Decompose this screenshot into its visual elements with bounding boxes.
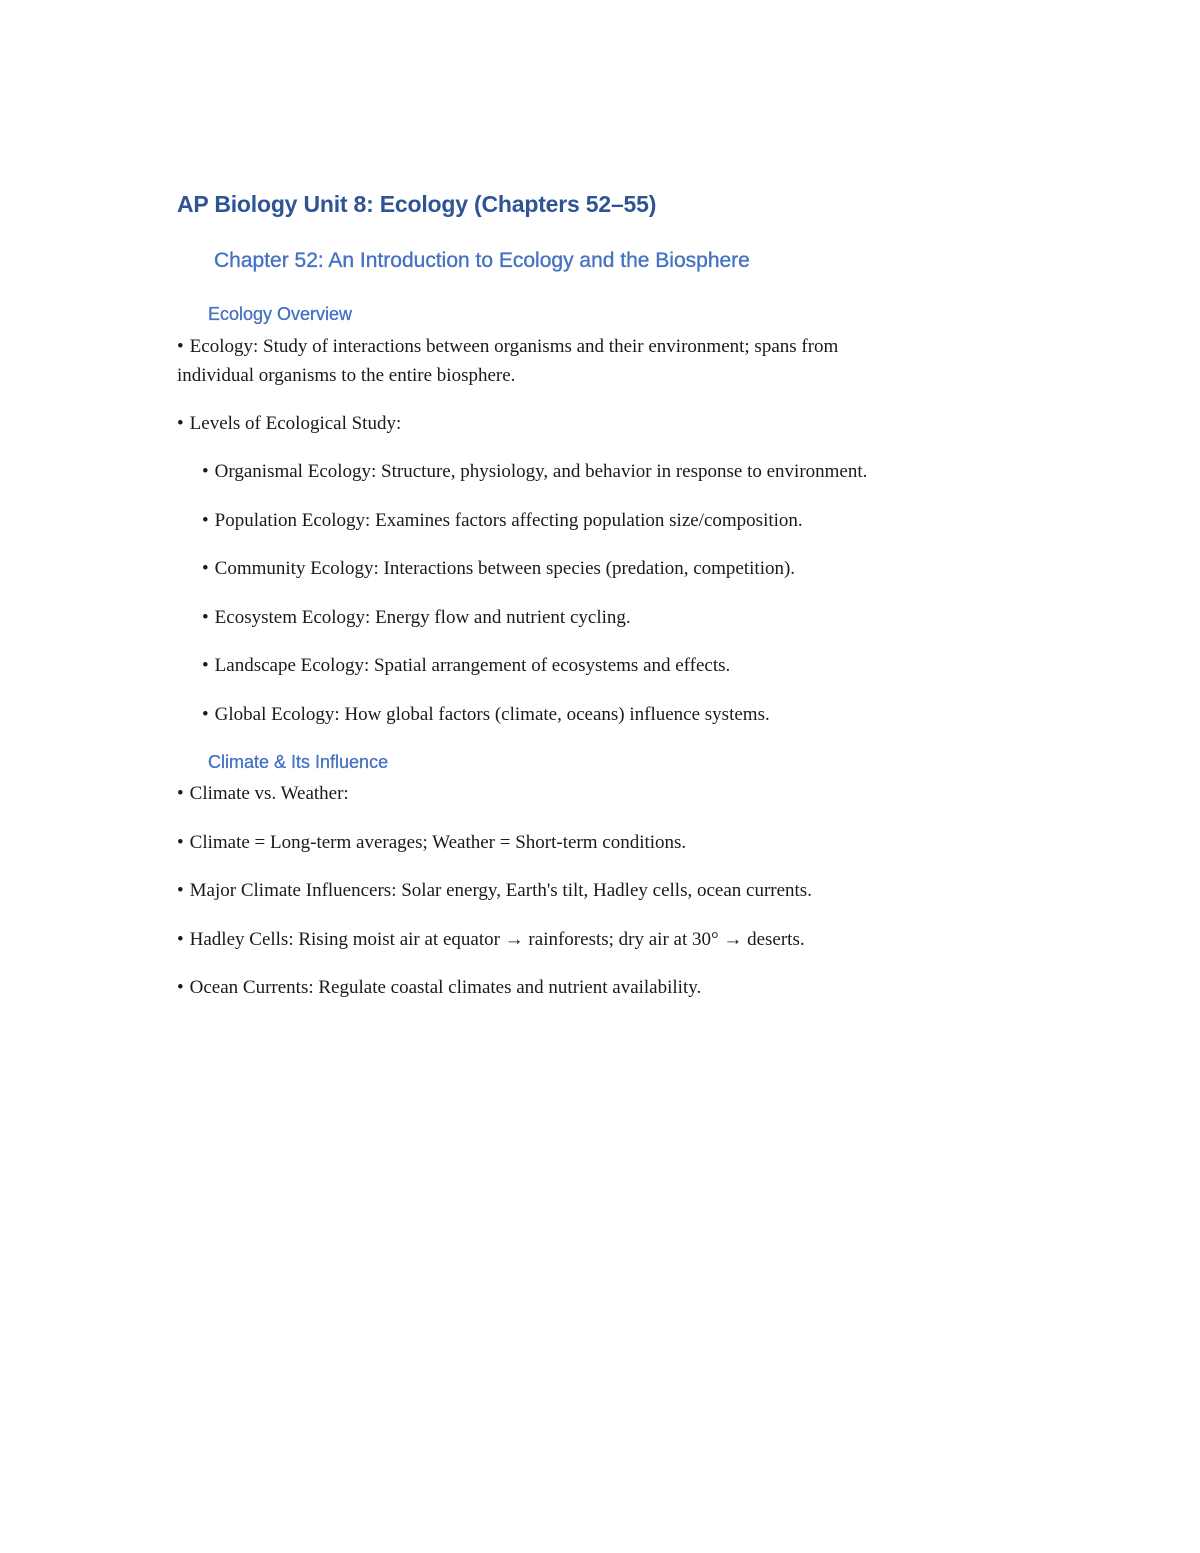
level-item-organismal: • Organismal Ecology: Structure, physiology, and behavior in response to environment. xyxy=(202,461,868,482)
bullet: • xyxy=(177,336,184,357)
chapter-heading: Chapter 52: An Introduction to Ecology and the Biosphere xyxy=(214,249,750,272)
bullet: • xyxy=(202,510,209,531)
bullet: • xyxy=(177,880,184,901)
level-item-population: • Population Ecology: Examines factors affecting population size/composition. xyxy=(202,510,803,531)
levels-label: • Levels of Ecological Study: xyxy=(177,413,402,434)
bullet: • xyxy=(177,413,184,434)
bullet: • xyxy=(202,461,209,482)
level-item-ecosystem: • Ecosystem Ecology: Energy flow and nutrient cycling. xyxy=(202,607,631,628)
section-heading-ecology-overview: Ecology Overview xyxy=(208,304,353,324)
climate-item-influencers: • Major Climate Influencers: Solar energy, Earth's tilt, Hadley cells, ocean currents. xyxy=(177,880,812,901)
bullet: • xyxy=(177,977,184,998)
document-title: AP Biology Unit 8: Ecology (Chapters 52–55) xyxy=(177,191,657,217)
level-item-global: • Global Ecology: How global factors (climate, oceans) influence systems. xyxy=(202,704,770,725)
bullet: • xyxy=(202,558,209,579)
bullet: • xyxy=(202,704,209,725)
bullet: • xyxy=(177,832,184,853)
section-heading-climate: Climate & Its Influence xyxy=(208,752,389,772)
level-item-landscape: • Landscape Ecology: Spatial arrangement of ecosystems and effects. xyxy=(202,655,731,676)
climate-item-hadley-cells: • Hadley Cells: Rising moist air at equator → rainforests; dry air at 30° → deserts. xyxy=(177,929,805,950)
level-item-community: • Community Ecology: Interactions between species (predation, competition). xyxy=(202,558,796,579)
climate-item-definitions: • Climate = Long-term averages; Weather = Short-term conditions. xyxy=(177,832,687,853)
climate-item-climate-vs-weather: • Climate vs. Weather: xyxy=(177,783,349,804)
bullet: • xyxy=(177,783,184,804)
bullet: • xyxy=(202,607,209,628)
ecology-definition-line-1: • Ecology: Study of interactions between organisms and their environment; spans from xyxy=(177,336,839,357)
bullet: • xyxy=(177,929,184,950)
bullet: • xyxy=(202,655,209,676)
ecology-definition-line-2: individual organisms to the entire biosphere. xyxy=(177,365,516,386)
climate-item-ocean-currents: • Ocean Currents: Regulate coastal climates and nutrient availability. xyxy=(177,977,702,998)
